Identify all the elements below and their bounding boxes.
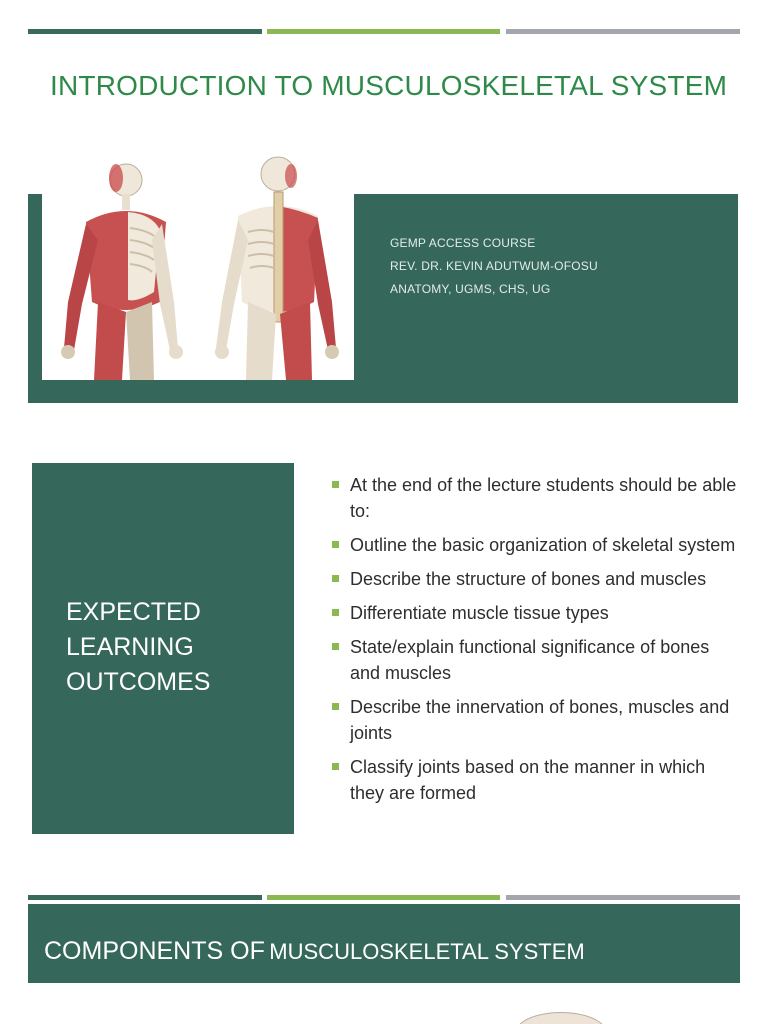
components-band xyxy=(28,904,740,983)
presenter-name: REV. DR. KEVIN ADUTWUM-OFOSU xyxy=(390,259,598,273)
bullet-square-icon xyxy=(332,763,339,770)
list-item xyxy=(332,634,742,686)
title-line-1: EXPECTED xyxy=(66,598,201,626)
bullet-square-icon xyxy=(332,541,339,548)
department: ANATOMY, UGMS, CHS, UG xyxy=(390,282,551,296)
list-item xyxy=(332,566,742,592)
learning-outcomes-title xyxy=(66,595,210,700)
list-item xyxy=(332,532,742,558)
section-accent-bar-green xyxy=(267,895,500,900)
list-item xyxy=(332,754,742,806)
learning-outcomes-list xyxy=(332,472,742,814)
top-accent-bar-green xyxy=(267,29,500,34)
list-item-text: Differentiate muscle tissue types xyxy=(350,603,609,623)
title-line-2: LEARNING xyxy=(66,633,194,661)
slide-title: INTRODUCTION TO MUSCULOSKELETAL SYSTEM xyxy=(50,70,728,101)
top-accent-bar-gray xyxy=(506,29,740,34)
list-item-text: State/explain functional significance of bones and muscles xyxy=(350,637,710,683)
skull-image-peek xyxy=(515,1012,607,1024)
bullet-square-icon xyxy=(332,703,339,710)
list-item xyxy=(332,694,742,746)
top-accent-bar-dark xyxy=(28,29,262,34)
list-item xyxy=(332,600,742,626)
bullet-square-icon xyxy=(332,643,339,650)
bullet-square-icon xyxy=(332,609,339,616)
section-accent-bar-dark xyxy=(28,895,262,900)
components-title-part2: MUSCULOSKELETAL SYSTEM xyxy=(269,939,585,964)
anatomy-image xyxy=(42,152,354,380)
title-line-3: OUTCOMES xyxy=(66,668,211,696)
learning-outcomes-panel xyxy=(32,463,294,834)
course-info xyxy=(390,232,598,301)
list-item xyxy=(332,472,742,524)
course-name: GEMP ACCESS COURSE xyxy=(390,236,536,250)
list-item-text: Outline the basic organization of skeletal system xyxy=(350,535,736,555)
list-item-text: Describe the innervation of bones, muscles and joints xyxy=(350,697,730,743)
bullet-square-icon xyxy=(332,575,339,582)
list-item-text: Describe the structure of bones and muscles xyxy=(350,569,707,589)
components-title-part1: COMPONENTS OF xyxy=(44,937,265,965)
anatomy-figures-icon xyxy=(42,152,354,380)
section-accent-bar-gray xyxy=(506,895,740,900)
list-item-text: At the end of the lecture students should be able to: xyxy=(350,475,737,521)
list-item-text: Classify joints based on the manner in which they are formed xyxy=(350,757,706,803)
components-title xyxy=(44,937,585,966)
bullet-square-icon xyxy=(332,481,339,488)
